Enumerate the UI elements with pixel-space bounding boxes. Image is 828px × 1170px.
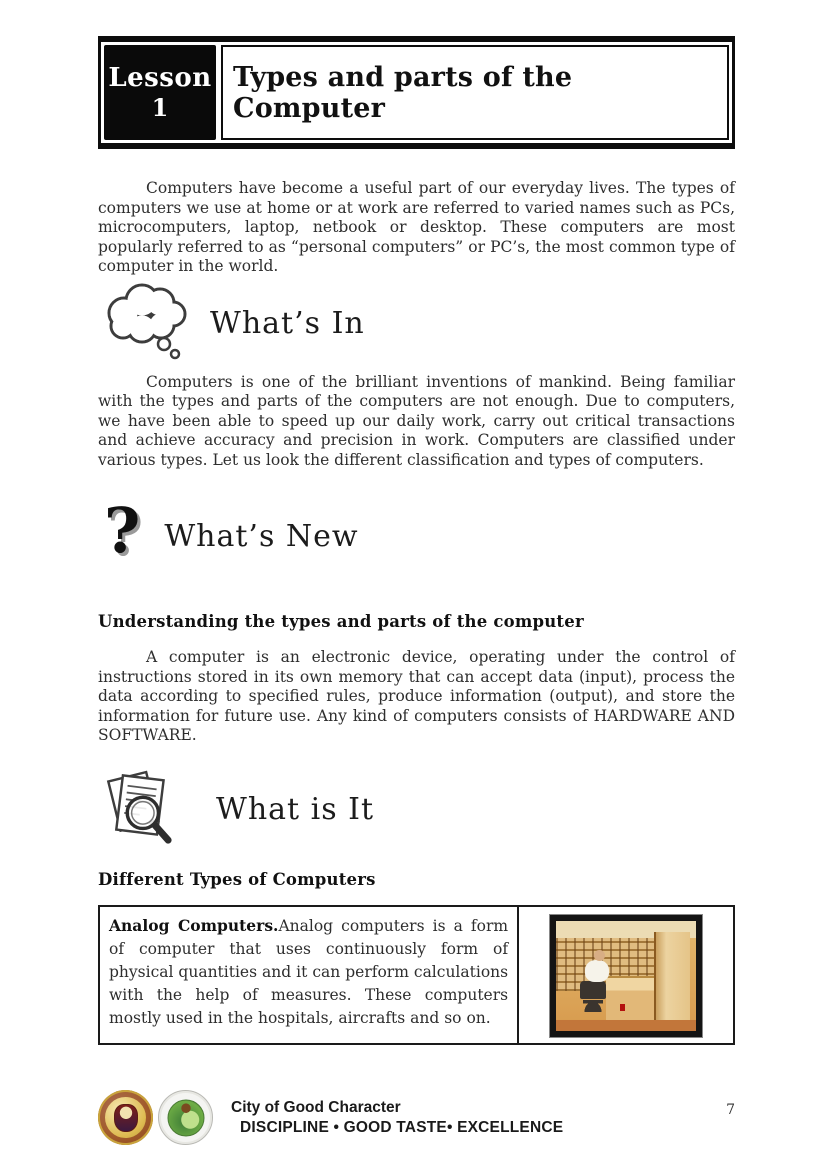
whats-new-title: What’s New <box>164 518 359 554</box>
section-whats-in <box>98 283 735 359</box>
lesson-number: 1 <box>151 92 169 122</box>
understanding-subheading: Understanding the types and parts of the computer <box>98 612 584 631</box>
intro-paragraph: Computers have become a useful part of our everyday lives. The types of computers we use at home or at work are referred to varied names such as PCs, microcomputers, laptop, netbook or desktop. These computers are most popularly referred to as “personal computers” or PC’s, the most common type of computer in the world. <box>98 179 735 275</box>
footer-seals <box>98 1090 213 1145</box>
lesson-label: Lesson <box>108 62 212 93</box>
city-seal-gold-emblem <box>114 1104 138 1132</box>
footer-motto <box>231 1090 563 1137</box>
analog-photo-cell <box>518 906 734 1044</box>
computer-types-table <box>98 905 735 1045</box>
analog-description-cell <box>99 906 518 1044</box>
lesson-title-box <box>221 45 729 140</box>
photo-red-button <box>620 1004 625 1011</box>
photo-chair <box>580 981 606 999</box>
thought-cloud-icon <box>98 281 194 361</box>
question-mark-icon: ? <box>104 494 141 567</box>
section-what-is-it <box>98 770 735 846</box>
analog-computer-room-photo <box>550 915 702 1037</box>
city-seal-gold-icon <box>98 1090 153 1145</box>
photo-floor <box>556 1020 696 1031</box>
city-seal-green-emblem <box>167 1099 204 1136</box>
photo-operator-head <box>594 950 605 961</box>
city-seal-green-icon <box>158 1090 213 1145</box>
lesson-banner <box>98 36 735 149</box>
footer-line2: DISCIPLINE • GOOD TASTE• EXCELLENCE <box>240 1119 564 1136</box>
analog-description <box>109 914 508 1030</box>
lesson-number-box <box>104 45 216 140</box>
photo-chair-base <box>583 1000 603 1012</box>
whats-in-paragraph: Computers is one of the brilliant inventions of mankind. Being familiar with the types and parts of the computers are not enough. Due to computers, we have been able to speed up our daily work, carry out critical transactions and achieve accuracy and precision in work. Computers are classified under various types. Let us look the different classification and types of computers. <box>98 372 735 469</box>
analog-term: Analog Computers. <box>109 915 279 935</box>
different-types-subheading: Different Types of Computers <box>98 869 376 889</box>
what-is-it-title: What is It <box>216 792 375 827</box>
analog-description-text: Analog computers is a form of computer that uses continuously form of physical quantities and it can perform calculations with the help of measures. These computers mostly used in the hospitals, aircrafts and so on. <box>109 916 509 1027</box>
page-number: 7 <box>726 1102 735 1118</box>
whats-in-title: What’s In <box>210 306 365 341</box>
footer-line1: City of Good Character <box>231 1099 401 1116</box>
page-title: Types and parts of the Computer <box>233 61 573 124</box>
table-row <box>99 906 734 1044</box>
photo-mainframe-cabinet <box>654 932 690 1020</box>
page-footer <box>98 1090 735 1145</box>
whats-new-paragraph: A computer is an electronic device, operating under the control of instructions stored in its own memory that can accept data (input), process the data according to specified rules, produce information (output), and store the information for future use. Any kind of computers consists of HARDWARE AND SOFTWARE. <box>98 648 735 744</box>
photo-console-desk <box>606 976 654 1020</box>
section-whats-new <box>98 496 735 566</box>
document-page <box>98 0 735 1045</box>
photo-operator <box>585 960 609 982</box>
documents-magnifier-icon <box>98 768 176 848</box>
